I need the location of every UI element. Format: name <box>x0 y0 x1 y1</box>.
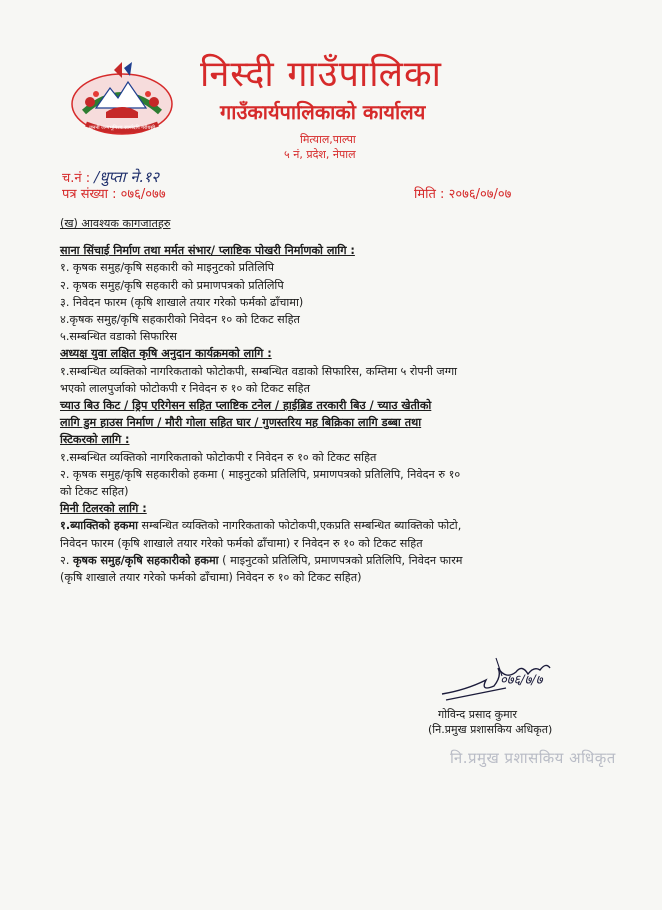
section3-item: १.सम्बन्धित व्यक्तिको नागरिकताको फोटोकपी र निवेदन रु १० को टिकट सहित <box>60 450 377 464</box>
section1-item: ५.सम्बन्धित वडाको सिफारिस <box>60 330 177 344</box>
letter-date: मिति : २०७६/०७/०७ <box>414 187 512 202</box>
section3-item: को टिकट सहित) <box>60 485 129 499</box>
section3-title: च्याउ बिउ किट / ड्रिप एरिगेसन सहित प्लाष्टिक टनेल / हाईब्रिड तरकारी बिउ / च्याउ खेतीको <box>60 399 432 413</box>
signer-title: (नि.प्रमुख प्रशासकिय अधिकृत) <box>428 723 553 736</box>
section2-title: अध्यक्ष युवा लक्षित कृषि अनुदान कार्यक्रमको लागि : <box>60 347 272 361</box>
section4-item: निवेदन फारम (कृषि शाखाले तयार गरेको फर्मको ढाँचामा) र निवेदन रु १० को टिकट सहित <box>60 536 423 550</box>
section3-item: २. कृषक समुह/कृषि सहकारीको हकमा ( माइनुटको प्रतिलिपि, प्रमाणपत्रको प्रतिलिपि, निवेदन रु १० <box>60 467 461 481</box>
section1-title: साना सिंचाई निर्माण तथा मर्मत संभार/ प्लाष्टिक पोखरी निर्माणको लागि : <box>60 244 355 258</box>
section4-item1-bold: १.ब्याक्तिको हकमा <box>60 519 138 533</box>
section4-item <box>60 517 580 534</box>
office-subtitle: गाउँकार्यपालिकाको कार्यालय <box>220 100 426 124</box>
chalani-label: च.नं : <box>62 171 91 186</box>
section4-title: मिनी टिलरको लागि : <box>60 502 147 516</box>
handwritten-signature <box>436 650 556 708</box>
nepal-government-emblem-icon <box>66 58 178 140</box>
letter-body <box>60 215 580 586</box>
section3-title: लागि डुम हाउस निर्माण / मौरी गोला सहित घार / गुणस्तरिय मह बिक्रिका लागि डब्बा तथा <box>60 416 422 430</box>
chalani-handwritten-value: /धुप्ता ने.१२ <box>94 168 160 186</box>
section4-item1-text: सम्बन्धित व्यक्तिको नागरिकताको फोटोकपी,एकप्रति सम्बन्धित ब्याक्तिको फोटो, <box>137 519 462 533</box>
office-title: निस्दी गाउँपालिका <box>200 54 442 95</box>
signer-name: गोविन्द प्रसाद कुमार <box>438 708 517 721</box>
svg-text:जननी जन्मभूमिश्च स्वर्गादपि गर: जननी जन्मभूमिश्च स्वर्गादपि गरीयसी <box>88 125 156 131</box>
section1-item: ३. निवेदन फारम (कृषि शाखाले तयार गरेको फर्मको ढाँचामा) <box>60 295 304 309</box>
section4-item <box>60 552 580 569</box>
section2-line: १.सम्बन्धित व्यक्तिको नागरिकताको फोटोकपी, सम्बन्धित वडाको सिफारिस, कम्तिमा ५ रोपनी जग्गा <box>60 364 458 378</box>
office-address-line1: मित्याल,पाल्पा <box>300 133 356 146</box>
office-address-line2: ५ नं, प्रदेश, नेपाल <box>284 148 356 161</box>
section4-item: (कृषि शाखाले तयार गरेको फर्मको ढाँचामा) निवेदन रु १० को टिकट सहित) <box>60 571 362 585</box>
section4-item2-bold: कृषक समुह/कृषि सहकारीको हकमा <box>72 553 219 567</box>
section1-item: १. कृषक समुह/कृषि सहकारी को माइनुटको प्रतिलिपि <box>60 261 275 275</box>
svg-text:०७६/७/७: ०७६/७/७ <box>500 673 543 688</box>
official-stamp: नि.प्रमुख प्रशासकिय अधिकृत <box>450 749 616 767</box>
section3-title: स्टिकरको लागि : <box>60 433 130 447</box>
section-heading: (ख) आवश्यक कागजातहरु <box>60 217 171 230</box>
patra-sankhya: पत्र संख्या : ०७६/०७७ <box>62 187 166 202</box>
section4-item2-number: २. <box>60 553 73 567</box>
section1-item: ४.कृषक समुह/कृषि सहकारीको निवेदन १० को टिकट सहित <box>60 313 300 327</box>
section1-item: २. कृषक समुह/कृषि सहकारी को प्रमाणपत्रको प्रतिलिपि <box>60 278 284 292</box>
section4-item2-text: ( माइनुटको प्रतिलिपि, प्रमाणपत्रको प्रतिलिपि, निवेदन फारम <box>218 553 463 567</box>
section2-line: भएको लालपुर्जाको फोटोकपी र निवेदन रु १० को टिकट सहित <box>60 381 310 395</box>
